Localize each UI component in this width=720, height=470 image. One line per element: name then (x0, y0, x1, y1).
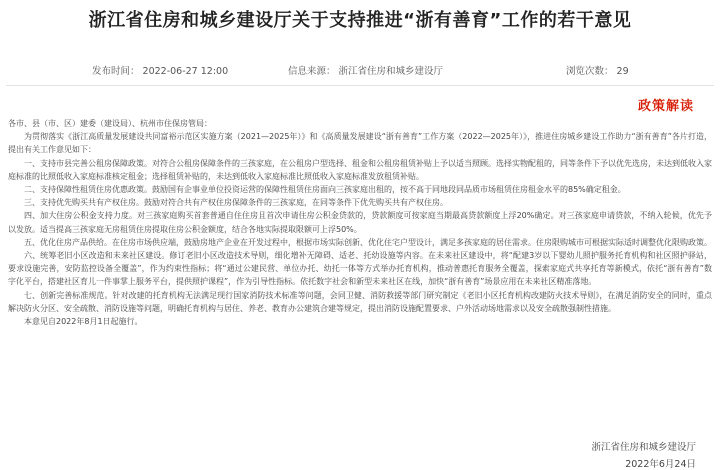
article-title: 浙江省住房和城乡建设厅关于支持推进“浙有善育”工作的若干意见 (88, 10, 632, 31)
paragraph-6: 六、统筹老旧小区改造和未来社区建设。修订老旧小区改造技术导则，细化增补无障碍、适老、托幼设施等内容。在未来社区建设中，将“配建3岁以下婴幼儿照护服务托育机构和社区照护驿站，要求设施完善，安防监控设备全覆盖”，作为约束性指标；将“通过公建民营、单位办托、幼托一体等方式举办托育机构，推动普惠托育服务全覆盖，探索家庭式共享托育等新模式，依托“浙有善育”数字化平台，搭建社区育儿一件事掌上服务平台，提供照护课程”，作为引导性指标。依托数字社会和新型未来社区在线，加快“浙有善育”场景应用在未来社区精准落地。 (8, 251, 712, 287)
view-count: 浏览次数： 29 (566, 66, 629, 77)
paragraph-3: 三、支持优先购买共有产权住房。鼓励对符合共有产权住房保障条件的三孩家庭，在同等条件下优先购买共有产权住房。 (24, 198, 448, 208)
policy-interpretation-link[interactable]: 政策解读 (637, 99, 694, 114)
paragraph-4: 四、加大住房公积金支持力度。对三孩家庭购买首套普通自住住房且首次申请住房公积金贷款的，贷款额度可按家庭当期最高贷款额度上浮20%确定。对三孩家庭申请贷款，不纳入轮候，优先予以发放。适当提高三孩家庭无房租赁住房提取住房公积金额度，结合各地实际提取限额可上浮50%。 (8, 211, 712, 234)
paragraph-2: 二、支持保障性租赁住房优惠政策。鼓励国有企事业单位投资运营的保障性租赁住房面向三孩家庭出租的，按不高于同地段同品质市场租赁住房租金水平的85%确定租金。 (24, 185, 626, 195)
addressee: 各市、县（市、区）建委（建设局）、杭州市住保房管局： (8, 119, 212, 128)
paragraph-5: 五、优化住房产品供给。在住房市场供应端，鼓励房地产企业在开发过程中，根据市场实际创新、优化住宅户型设计，满足多孩家庭的居住需求。住房限购城市可根据实际适时调整优化限购政策。 (24, 237, 712, 247)
signature-date: 2022年6月24日 (625, 459, 696, 470)
signature-org: 浙江省住房和城乡建设厅 (591, 442, 696, 453)
article-body (8, 117, 712, 328)
article-meta (0, 63, 720, 79)
meta-divider (6, 85, 714, 86)
paragraph-1: 一、支持市县完善公租房保障政策。对符合公租房保障条件的三孩家庭，在公租房户型选择、租金和公租房租赁补贴上予以适当照顾。选择实物配租的，同等条件下予以优先选房，未达到低收入家庭标准的比照低收入家庭标准核定租金；选择租赁补贴的，未达到低收入家庭标准比照低收入家庭标准发放租赁补贴。 (8, 158, 712, 181)
paragraph-intro: 为贯彻落实《浙江高质量发展建设共同富裕示范区实施方案（2021—2025年）》和《高质量发展建设“浙有善育”工作方案（2022—2025年）》，推进住房城乡建设工作助力“浙有善育”各片打造，提出有关工作意见如下： (8, 132, 712, 155)
effective-date-note: 本意见自2022年8月1日起施行。 (24, 317, 143, 327)
info-source: 信息来源： 浙江省住房和城乡建设厅 (288, 66, 444, 77)
paragraph-7: 七、创新完善标准规范。针对改建的托育机构无法满足现行国家消防技术标准等问题，会同卫健、消防救援等部门研究制定《老旧小区托育机构改建防火技术导则》，在满足消防安全的同时，重点解决防火分区、安全疏散、消防设施等问题，明确托育机构与居住、养老、教育办公建筑合建等规定，提出消防设施配置要求、户外活动场地需求以及安全疏散强制性措施。 (8, 290, 712, 313)
publish-time: 发布时间： 2022-06-27 12:00 (92, 66, 229, 77)
